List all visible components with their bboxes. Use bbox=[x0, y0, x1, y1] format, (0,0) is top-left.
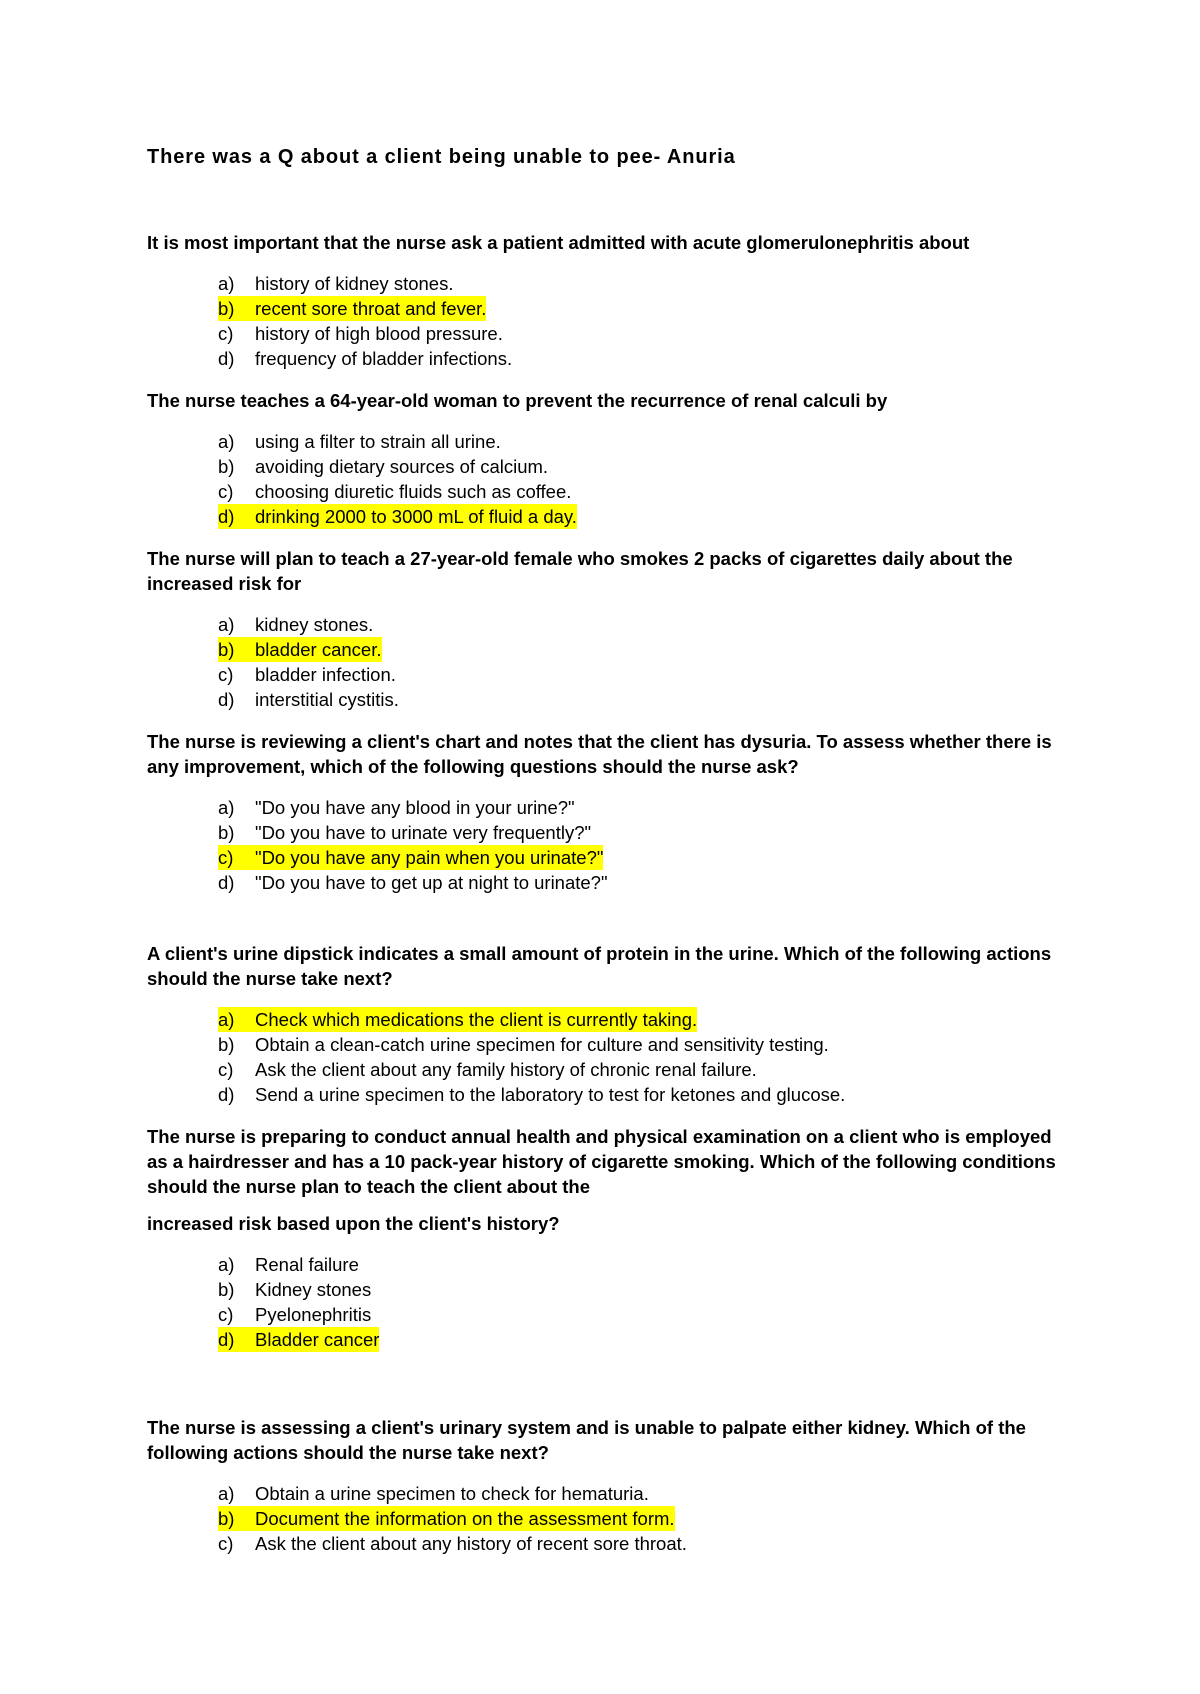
option-text: choosing diuretic fluids such as coffee. bbox=[255, 481, 572, 502]
question-4-text: The nurse is reviewing a client's chart and notes that the client has dysuria. To assess whether there is any improvement, which of the following questions should the nurse ask? bbox=[147, 731, 1052, 777]
option-letter: d) bbox=[218, 504, 255, 529]
option-letter: a) bbox=[218, 273, 235, 294]
option-text: Check which medications the client is currently taking. bbox=[255, 1009, 698, 1030]
option-text: interstitial cystitis. bbox=[255, 689, 399, 710]
option-letter: c) bbox=[218, 481, 234, 502]
option-text: avoiding dietary sources of calcium. bbox=[255, 456, 549, 477]
option-letter: c) bbox=[218, 1533, 234, 1554]
question-1-options bbox=[218, 271, 512, 371]
option-item-highlighted bbox=[218, 1327, 379, 1352]
option-letter: b) bbox=[218, 822, 235, 843]
option-letter: c) bbox=[218, 1304, 234, 1325]
option-item bbox=[218, 1057, 845, 1082]
option-item bbox=[218, 1302, 379, 1327]
question-5-text: A client's urine dipstick indicates a small amount of protein in the urine. Which of the following actions should the nurse take next? bbox=[147, 943, 1052, 989]
option-letter: c) bbox=[218, 323, 234, 344]
question-6-continuation: increased risk based upon the client's history? bbox=[147, 1213, 560, 1234]
option-text: Send a urine specimen to the laboratory to test for ketones and glucose. bbox=[255, 1084, 846, 1105]
option-letter: d) bbox=[218, 348, 235, 369]
option-item bbox=[218, 795, 608, 820]
option-letter: a) bbox=[218, 1483, 235, 1504]
option-letter: b) bbox=[218, 296, 255, 321]
option-letter: d) bbox=[218, 872, 235, 893]
option-text: Obtain a clean-catch urine specimen for culture and sensitivity testing. bbox=[255, 1034, 829, 1055]
option-letter: d) bbox=[218, 689, 235, 710]
page-heading: There was a Q about a client being unable to pee- Anuria bbox=[147, 146, 736, 168]
option-item-highlighted bbox=[218, 637, 399, 662]
option-letter: a) bbox=[218, 431, 235, 452]
option-text: "Do you have to get up at night to urinate?" bbox=[255, 872, 608, 893]
option-text: history of kidney stones. bbox=[255, 273, 454, 294]
question-4-options bbox=[218, 795, 608, 895]
option-letter: d) bbox=[218, 1084, 235, 1105]
option-item bbox=[218, 1481, 687, 1506]
option-item bbox=[218, 271, 512, 296]
question-3-text: The nurse will plan to teach a 27-year-old female who smokes 2 packs of cigarettes daily about the increased risk for bbox=[147, 548, 1013, 594]
option-text: Kidney stones bbox=[255, 1279, 372, 1300]
option-letter: c) bbox=[218, 664, 234, 685]
option-item bbox=[218, 820, 608, 845]
option-text: Bladder cancer bbox=[255, 1329, 380, 1350]
option-letter: c) bbox=[218, 1059, 234, 1080]
question-2-options bbox=[218, 429, 577, 529]
question-1-text: It is most important that the nurse ask a patient admitted with acute glomerulonephritis about bbox=[147, 232, 970, 253]
option-letter: c) bbox=[218, 845, 255, 870]
option-text: recent sore throat and fever. bbox=[255, 298, 487, 319]
option-text: history of high blood pressure. bbox=[255, 323, 503, 344]
option-item bbox=[218, 662, 399, 687]
option-item-highlighted bbox=[218, 1506, 687, 1531]
option-text: frequency of bladder infections. bbox=[255, 348, 513, 369]
option-letter: b) bbox=[218, 1279, 235, 1300]
question-7-text: The nurse is assessing a client's urinary system and is unable to palpate either kidney. Which of the following actions should the nurse take next? bbox=[147, 1417, 1026, 1463]
option-item bbox=[218, 429, 577, 454]
option-item bbox=[218, 479, 577, 504]
option-text: bladder cancer. bbox=[255, 639, 382, 660]
option-item-highlighted bbox=[218, 1007, 845, 1032]
option-item bbox=[218, 687, 399, 712]
question-7-options bbox=[218, 1481, 687, 1556]
option-letter: d) bbox=[218, 1327, 255, 1352]
option-item-highlighted bbox=[218, 296, 512, 321]
option-text: drinking 2000 to 3000 mL of fluid a day. bbox=[255, 506, 577, 527]
question-6-text: The nurse is preparing to conduct annual health and physical examination on a client who is employed as a hairdresser and has a 10 pack-year history of cigarette smoking. Which of the following conditions should the nurse plan to teach the client about the bbox=[147, 1126, 1056, 1197]
option-item bbox=[218, 1082, 845, 1107]
option-item bbox=[218, 870, 608, 895]
option-text: Ask the client about any history of recent sore throat. bbox=[255, 1533, 687, 1554]
option-text: Pyelonephritis bbox=[255, 1304, 372, 1325]
option-text: bladder infection. bbox=[255, 664, 396, 685]
option-letter: b) bbox=[218, 456, 235, 477]
option-item bbox=[218, 1252, 379, 1277]
option-item bbox=[218, 612, 399, 637]
question-5-options bbox=[218, 1007, 845, 1107]
option-text: "Do you have to urinate very frequently?" bbox=[255, 822, 592, 843]
option-text: Renal failure bbox=[255, 1254, 359, 1275]
option-item bbox=[218, 346, 512, 371]
option-item bbox=[218, 1531, 687, 1556]
option-item bbox=[218, 1032, 845, 1057]
option-text: Document the information on the assessment form. bbox=[255, 1508, 675, 1529]
question-6-options bbox=[218, 1252, 379, 1352]
option-text: using a filter to strain all urine. bbox=[255, 431, 501, 452]
option-letter: a) bbox=[218, 1254, 235, 1275]
question-2-text: The nurse teaches a 64-year-old woman to prevent the recurrence of renal calculi by bbox=[147, 390, 888, 411]
option-letter: b) bbox=[218, 1506, 255, 1531]
option-item bbox=[218, 454, 577, 479]
option-letter: b) bbox=[218, 637, 255, 662]
option-item-highlighted bbox=[218, 504, 577, 529]
option-text: Obtain a urine specimen to check for hematuria. bbox=[255, 1483, 649, 1504]
option-letter: b) bbox=[218, 1034, 235, 1055]
option-item-highlighted bbox=[218, 845, 608, 870]
option-text: kidney stones. bbox=[255, 614, 374, 635]
option-letter: a) bbox=[218, 1007, 255, 1032]
option-text: Ask the client about any family history of chronic renal failure. bbox=[255, 1059, 757, 1080]
option-text: "Do you have any pain when you urinate?" bbox=[255, 847, 604, 868]
option-item bbox=[218, 1277, 379, 1302]
option-item bbox=[218, 321, 512, 346]
option-text: "Do you have any blood in your urine?" bbox=[255, 797, 575, 818]
option-letter: a) bbox=[218, 797, 235, 818]
option-letter: a) bbox=[218, 614, 235, 635]
question-3-options bbox=[218, 612, 399, 712]
